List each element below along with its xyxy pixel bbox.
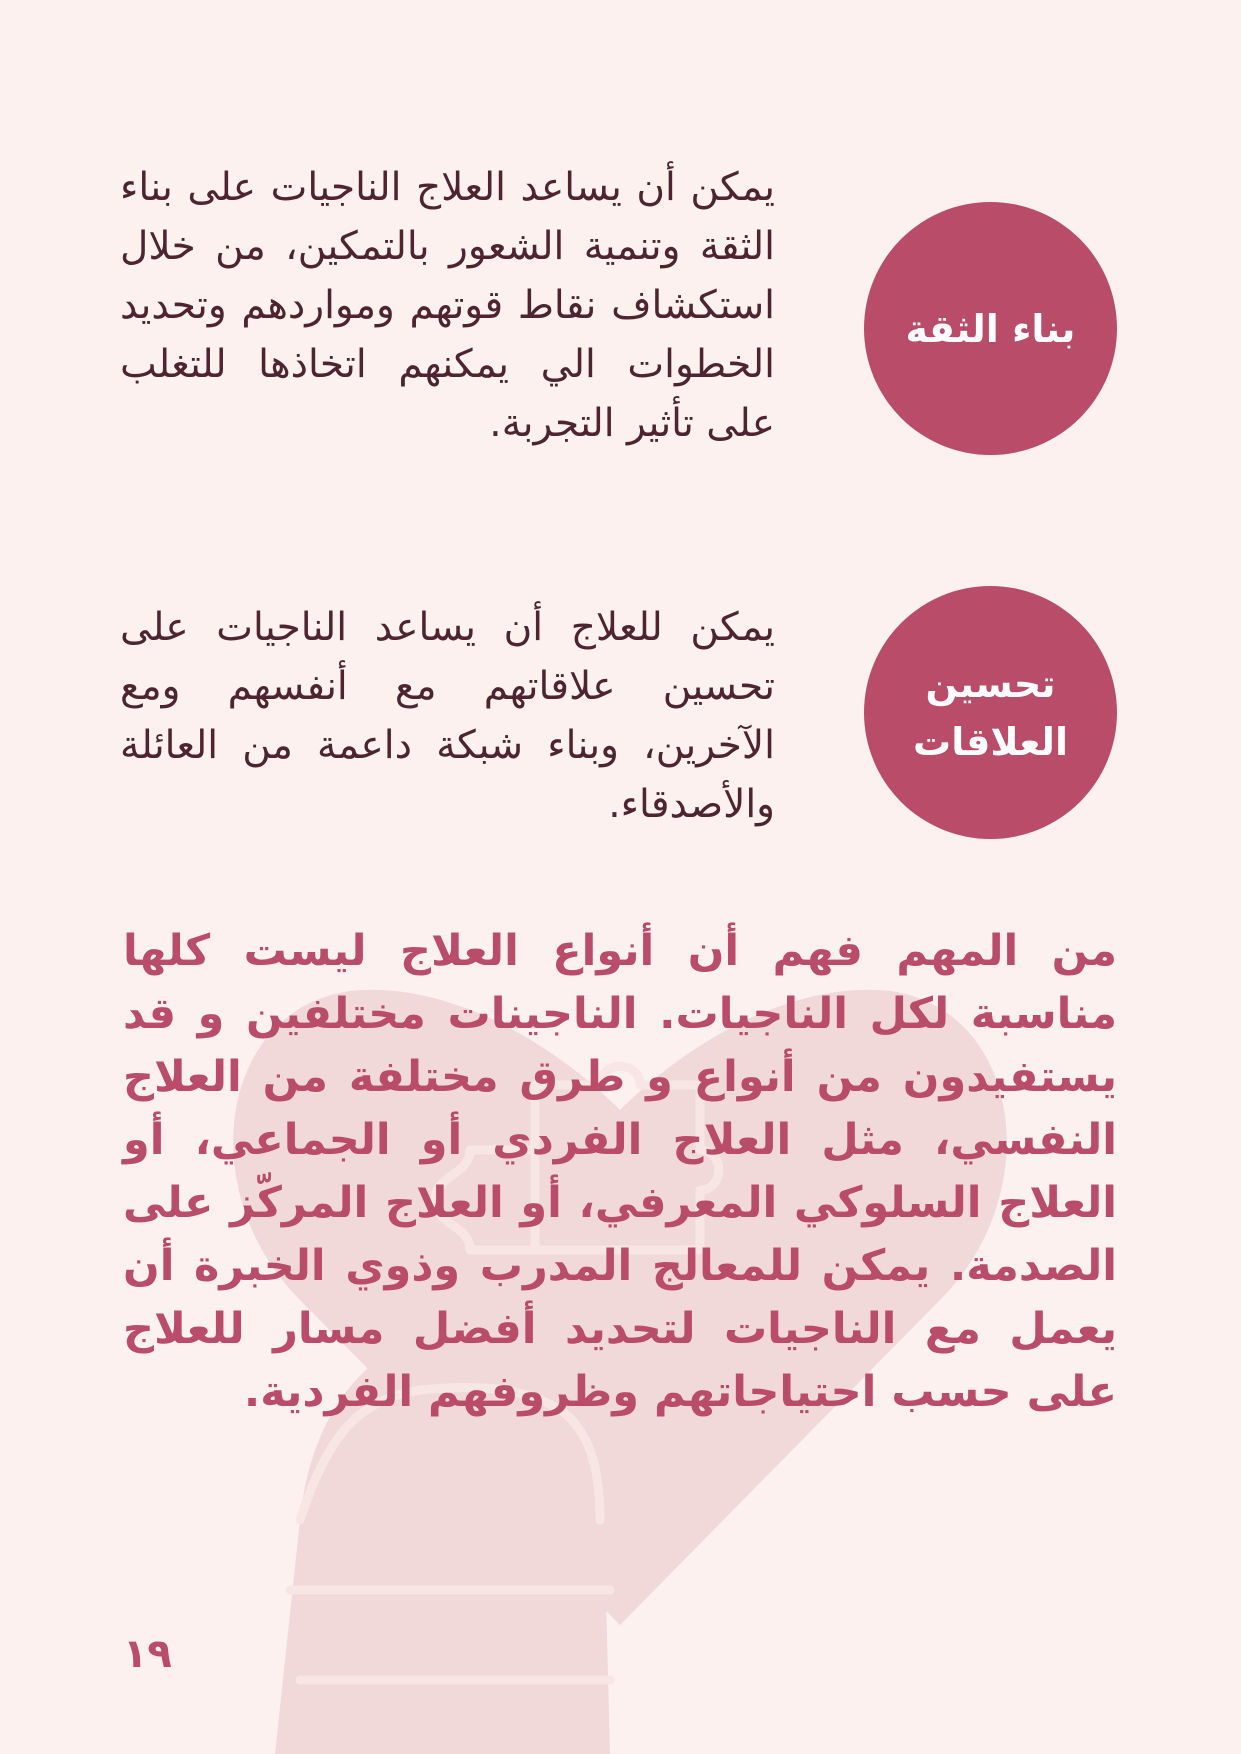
main-paragraph: من المهم فهم أن أنواع العلاج ليست كلها مناسبة لكل الناجيات. الناجينات مختلفين و قد يستفيدون من أنواع و طرق مختلفة من العلاج النفسي، مثل العلاج الفردي أو الجماعي، أو العلاج السلوكي المعرفي، أو العلاج المركّز على الصدمة. يمكن للمعالج المدرب وذوي الخبرة أن يعمل مع الناجيات لتحديد أفضل مسار للعلاج على حسب احتياجاتهم وظروفهم الفردية. [123, 926, 1117, 1417]
page-number: ١٩ [123, 1631, 172, 1677]
section-trust-heading-circle [864, 202, 1117, 455]
section-relationships-heading: تحسين العلاقات [913, 661, 1068, 764]
section-relationships-heading-circle [864, 586, 1117, 839]
section-relationships-text: يمكن للعلاج أن يساعد الناجيات على تحسين علاقاتهم مع أنفسهم ومع الآخرين، وبناء شبكة داعمة من العائلة والأصدقاء. [120, 605, 775, 827]
section-trust-text: يمكن أن يساعد العلاج الناجيات على بناء الثقة وتنمية الشعور بالتمكين، من خلال استكشاف نقاط قوتهم ومواردهم وتحديد الخطوات الي يمكنهم اتخاذها للتغلب على تأثير التجربة. [120, 165, 775, 446]
section-trust-heading: بناء الثقة [905, 306, 1076, 351]
